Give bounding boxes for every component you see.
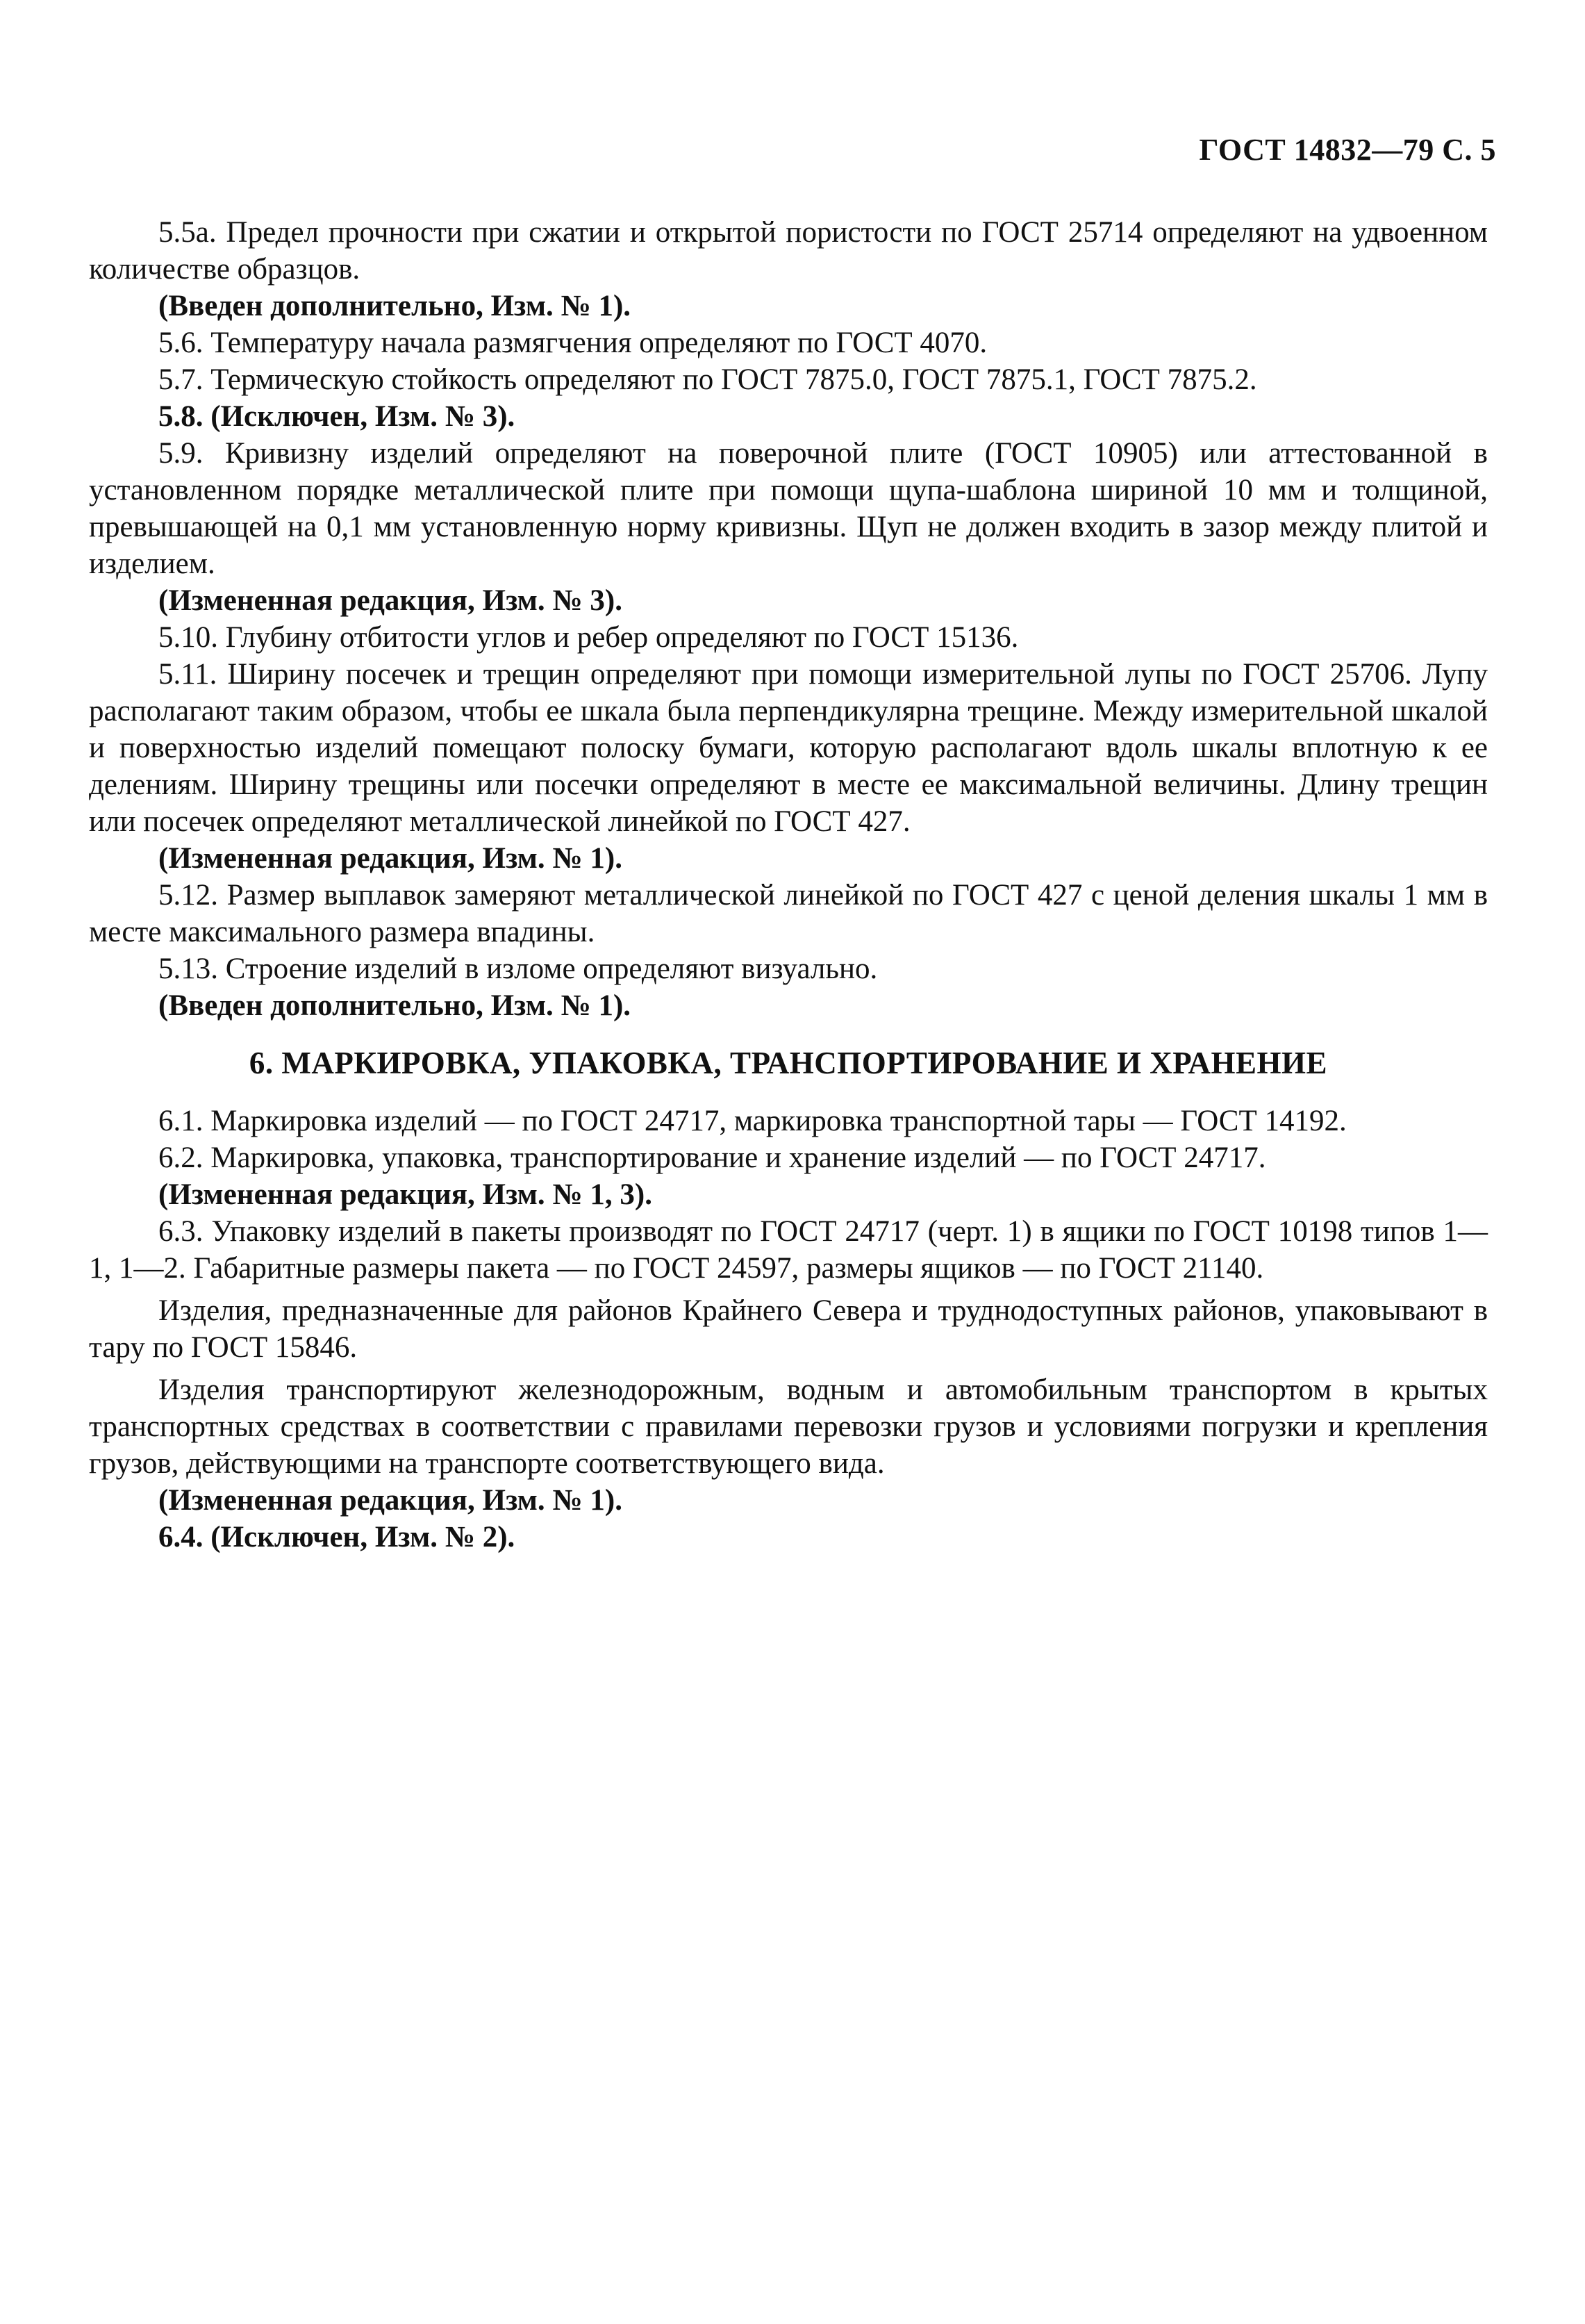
amendment-note: (Введен дополнительно, Изм. № 1). — [158, 290, 631, 322]
paragraph-6-1: 6.1. Маркировка изделий — по ГОСТ 24717, маркировка транспортной тары — ГОСТ 14192. — [158, 1105, 1347, 1137]
amendment-note: (Измененная редакция, Изм. № 1, 3). — [158, 1178, 652, 1211]
paragraph-6-2: 6.2. Маркировка, упаковка, транспортирование и хранение изделий — по ГОСТ 24717. — [158, 1142, 1266, 1174]
paragraph-5-9: 5.9. Кривизну изделий определяют на поверочной плите (ГОСТ 10905) или аттестованной в установленном порядке металлической плите при помощи щупа-шаблона шириной 10 мм и толщиной, превышающей на 0,1 мм установленную норму кривизны. Щуп не должен входить в зазор между плитой и изделием. — [89, 437, 1488, 580]
paragraph-5-7: 5.7. Термическую стойкость определяют по ГОСТ 7875.0, ГОСТ 7875.1, ГОСТ 7875.2. — [158, 363, 1257, 396]
paragraph-6-3-north: Изделия, предназначенные для районов Крайнего Севера и труднодоступных районов, упаковывают в тару по ГОСТ 15846. — [89, 1294, 1488, 1364]
paragraph-6-3-transport: Изделия транспортируют железнодорожным, водным и автомобильным транспортом в крытых транспортных средствах в соответствии с правилами перевозки грузов и условиями погрузки и крепления грузов, действующими на транспорте соответствующего вида. — [89, 1374, 1488, 1480]
document-body — [89, 214, 1488, 1556]
paragraph-6-3: 6.3. Упаковку изделий в пакеты производят по ГОСТ 24717 (черт. 1) в ящики по ГОСТ 10198 типов 1—1, 1—2. Габаритные размеры пакета — по ГОСТ 24597, размеры ящиков — по ГОСТ 21140. — [89, 1215, 1488, 1285]
amendment-note: (Измененная редакция, Изм. № 3). — [158, 584, 622, 617]
paragraph-5-12: 5.12. Размер выплавок замеряют металлической линейкой по ГОСТ 427 с ценой деления шкалы 1 мм в месте максимального размера впадины. — [89, 879, 1488, 948]
paragraph-5-8-text: 5.8. (Исключен, Изм. № 3). — [158, 400, 515, 433]
amendment-note: (Введен дополнительно, Изм. № 1). — [158, 989, 631, 1022]
paragraph-5-11: 5.11. Ширину посечек и трещин определяют при помощи измерительной лупы по ГОСТ 25706. Лупу располагают таким образом, чтобы ее шкала была перпендикулярна трещине. Между измерительной шкалой и поверхностью изделий помещают полоску бумаги, которую располагают вдоль шкалы вплотную к ее делениям. Ширину трещины или посечки определяют в месте ее максимальной величины. Длину трещин или посечек определяют металлической линейкой по ГОСТ 427. — [89, 658, 1488, 838]
paragraph-5-10: 5.10. Глубину отбитости углов и ребер определяют по ГОСТ 15136. — [158, 621, 1019, 654]
section-6-heading: 6. МАРКИРОВКА, УПАКОВКА, ТРАНСПОРТИРОВАНИЕ И ХРАНЕНИЕ — [249, 1046, 1328, 1080]
paragraph-6-4: 6.4. (Исключен, Изм. № 2). — [158, 1521, 515, 1554]
paragraph-5-5a: 5.5а. Предел прочности при сжатии и открытой пористости по ГОСТ 25714 определяют на удвоенном количестве образцов. — [89, 216, 1488, 286]
running-header: ГОСТ 14832—79 С. 5 — [1199, 133, 1496, 167]
paragraph-5-6: 5.6. Температуру начала размягчения определяют по ГОСТ 4070. — [158, 327, 988, 359]
paragraph-5-8 — [89, 398, 1488, 435]
amendment-note: (Измененная редакция, Изм. № 1). — [158, 1484, 622, 1517]
paragraph-5-13: 5.13. Строение изделий в изломе определяют визуально. — [158, 953, 878, 985]
amendment-note: (Измененная редакция, Изм. № 1). — [158, 842, 622, 875]
